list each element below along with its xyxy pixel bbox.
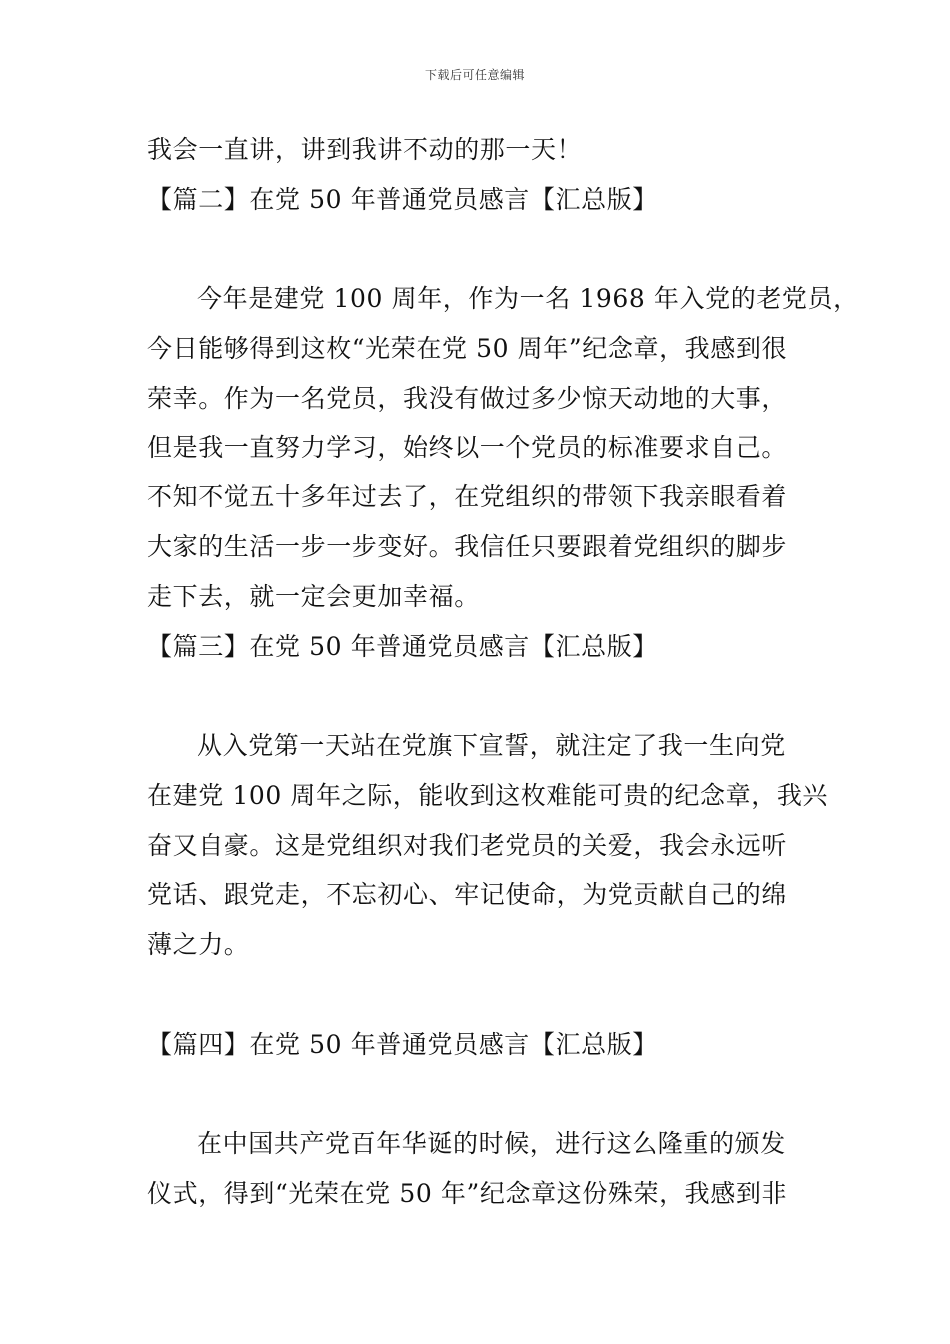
body-line: 荣幸。作为一名党员，我没有做过多少惊天动地的大事， <box>147 384 788 413</box>
body-line: 今日能够得到这枚“光荣在党 50 周年”纪念章，我感到很 <box>147 334 788 363</box>
section-heading: 【篇四】在党 50 年普通党员感言【汇总版】 <box>147 1030 658 1059</box>
page-header: 下载后可任意编辑 <box>424 68 525 82</box>
body-line: 在中国共产党百年华诞的时候，进行这么隆重的颁发 <box>197 1129 786 1158</box>
body-line: 从入党第一天站在党旗下宣誓，就注定了我一生向党 <box>197 731 786 760</box>
body-line: 在建党 100 周年之际，能收到这枚难能可贵的纪念章，我兴 <box>147 781 829 810</box>
body-line: 今年是建党 100 周年，作为一名 1968 年入党的老党员， <box>197 284 859 313</box>
body-line: 但是我一直努力学习，始终以一个党员的标准要求自己。 <box>147 433 788 462</box>
body-line: 我会一直讲，讲到我讲不动的那一天！ <box>147 135 583 164</box>
body-line: 大家的生活一步一步变好。我信任只要跟着党组织的脚步 <box>147 532 788 561</box>
body-line: 奋又自豪。这是党组织对我们老党员的关爱，我会永远听 <box>147 831 788 860</box>
body-line: 不知不觉五十多年过去了，在党组织的带领下我亲眼看着 <box>147 482 788 511</box>
body-line: 党话、跟党走，不忘初心、牢记使命，为党贡献自己的绵 <box>147 880 788 909</box>
section-heading: 【篇二】在党 50 年普通党员感言【汇总版】 <box>147 185 658 214</box>
section-heading: 【篇三】在党 50 年普通党员感言【汇总版】 <box>147 632 658 661</box>
body-line: 薄之力。 <box>147 930 250 959</box>
body-line: 仪式，得到“光荣在党 50 年”纪念章这份殊荣，我感到非 <box>147 1179 788 1208</box>
body-line: 走下去，就一定会更加幸福。 <box>147 582 480 611</box>
